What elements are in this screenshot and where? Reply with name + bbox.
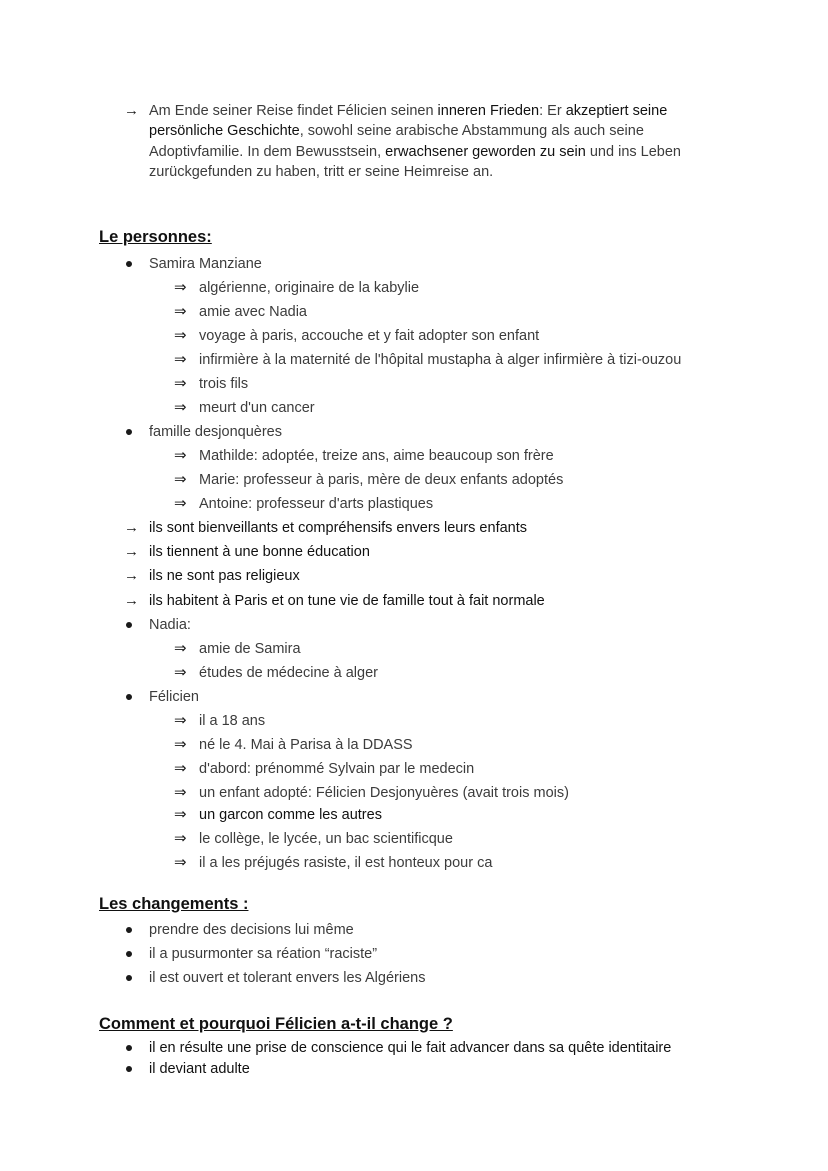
intro-line-2 <box>149 121 644 141</box>
arrow-right-icon: → <box>124 543 139 560</box>
felicien-detail: d'abord: prénommé Sylvain par le medecin <box>199 761 475 777</box>
felicien-detail: le collège, le lycée, un bac scientificque <box>199 831 453 847</box>
bullet-icon <box>126 622 132 628</box>
double-arrow-icon: ⇒ <box>174 784 187 801</box>
arrow-right-icon: → <box>124 102 139 119</box>
intro-text: , sowohl seine arabische Abstammung als auch seine <box>299 123 644 139</box>
felicien-detail: un garcon comme les autres <box>199 807 382 823</box>
famille-note: ils tiennent à une bonne éducation <box>149 544 370 560</box>
bullet-icon <box>126 261 132 267</box>
changement-item: il est ouvert et tolerant envers les Algériens <box>149 970 426 986</box>
famille-detail: Mathilde: adoptée, treize ans, aime beaucoup son frère <box>199 448 554 464</box>
felicien-detail: il a les préjugés rasiste, il est honteux pour ca <box>199 855 493 871</box>
intro-text: Am Ende seiner Reise findet Félicien seinen <box>149 103 438 119</box>
bullet-icon <box>126 429 132 435</box>
double-arrow-icon: ⇒ <box>174 375 187 392</box>
pourquoi-item: il deviant adulte <box>149 1061 250 1077</box>
double-arrow-icon: ⇒ <box>174 712 187 729</box>
double-arrow-icon: ⇒ <box>174 303 187 320</box>
person-felicien: Félicien <box>149 689 199 705</box>
nadia-detail: études de médecine à alger <box>199 665 378 681</box>
double-arrow-icon: ⇒ <box>174 640 187 657</box>
felicien-detail: né le 4. Mai à Parisa à la DDASS <box>199 737 413 753</box>
intro-highlight: erwachsener geworden zu sein <box>385 144 586 160</box>
intro-line-3 <box>149 142 681 162</box>
double-arrow-icon: ⇒ <box>174 351 187 368</box>
section-heading-personnes: Le personnes: <box>99 228 212 246</box>
arrow-right-icon: → <box>124 592 139 609</box>
famille-note: ils ne sont pas religieux <box>149 568 300 584</box>
double-arrow-icon: ⇒ <box>174 327 187 344</box>
section-heading-changements: Les changements : <box>99 895 249 913</box>
double-arrow-icon: ⇒ <box>174 830 187 847</box>
double-arrow-icon: ⇒ <box>174 736 187 753</box>
changement-item: prendre des decisions lui même <box>149 922 354 938</box>
double-arrow-icon: ⇒ <box>174 664 187 681</box>
intro-highlight: akzeptiert seine <box>565 103 668 119</box>
double-arrow-icon: ⇒ <box>174 760 187 777</box>
arrow-right-icon: → <box>124 519 139 536</box>
double-arrow-icon: ⇒ <box>174 471 187 488</box>
intro-highlight: persönliche Geschichte <box>149 123 300 139</box>
intro-text: und ins Leben <box>585 144 681 160</box>
bullet-icon <box>126 694 132 700</box>
intro-line-4: zurückgefunden zu haben, tritt er seine Heimreise an. <box>149 164 494 180</box>
double-arrow-icon: ⇒ <box>174 854 187 871</box>
person-samira: Samira Manziane <box>149 256 262 272</box>
famille-detail: Antoine: professeur d'arts plastiques <box>199 496 434 512</box>
felicien-detail: un enfant adopté: Félicien Desjonyuères (avait trois mois) <box>199 785 569 801</box>
double-arrow-icon: ⇒ <box>174 447 187 464</box>
samira-detail: voyage à paris, accouche et y fait adopter son enfant <box>199 328 540 344</box>
person-famille: famille desjonquères <box>149 424 282 440</box>
double-arrow-icon: ⇒ <box>174 495 187 512</box>
intro-highlight: inneren Frieden <box>437 103 540 119</box>
bullet-icon <box>126 951 132 957</box>
famille-detail: Marie: professeur à paris, mère de deux enfants adoptés <box>199 472 564 488</box>
bullet-icon <box>126 1045 132 1051</box>
changement-item: il a pusurmonter sa réation “raciste” <box>149 946 378 962</box>
intro-line-1 <box>149 101 667 121</box>
samira-detail: algérienne, originaire de la kabylie <box>199 280 420 296</box>
arrow-right-icon: → <box>124 567 139 584</box>
famille-note: ils habitent à Paris et on tune vie de famille tout à fait normale <box>149 593 545 609</box>
double-arrow-icon: ⇒ <box>174 806 187 823</box>
samira-detail: trois fils <box>199 376 249 392</box>
bullet-icon <box>126 1066 132 1072</box>
famille-note: ils sont bienveillants et compréhensifs envers leurs enfants <box>149 520 527 536</box>
samira-detail: meurt d'un cancer <box>199 400 315 416</box>
intro-text: : Er <box>539 103 566 119</box>
person-nadia: Nadia: <box>149 617 191 633</box>
nadia-detail: amie de Samira <box>199 641 301 657</box>
felicien-detail: il a 18 ans <box>199 713 266 729</box>
bullet-icon <box>126 927 132 933</box>
section-heading-pourquoi: Comment et pourquoi Félicien a-t-il change ? <box>99 1015 453 1033</box>
samira-detail: amie avec Nadia <box>199 304 307 320</box>
pourquoi-item: il en résulte une prise de conscience qui le fait advancer dans sa quête identitaire <box>149 1040 672 1056</box>
bullet-icon <box>126 975 132 981</box>
double-arrow-icon: ⇒ <box>174 279 187 296</box>
intro-text: Adoptivfamilie. In dem Bewusstsein, <box>149 144 386 160</box>
double-arrow-icon: ⇒ <box>174 399 187 416</box>
samira-detail: infirmière à la maternité de l'hôpital mustapha à alger infirmière à tizi-ouzou <box>199 352 682 368</box>
